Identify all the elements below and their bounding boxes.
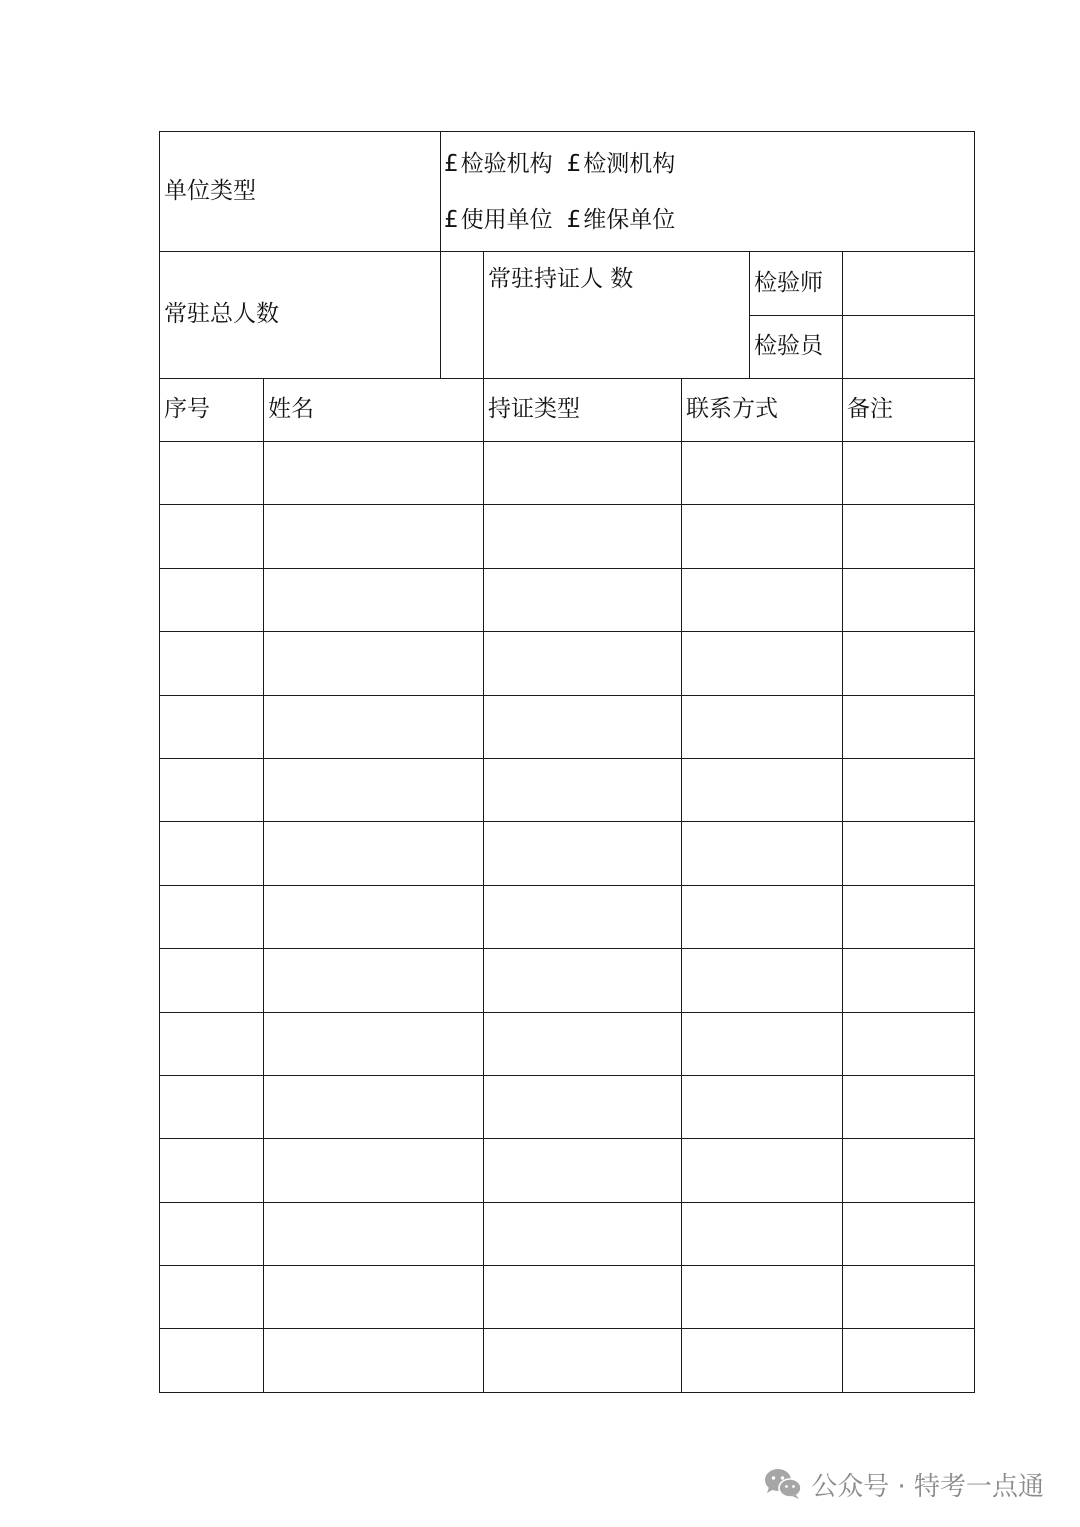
cell-name[interactable] — [264, 758, 484, 821]
cell-remarks[interactable] — [843, 758, 975, 821]
checkbox-icon: £ — [566, 150, 582, 177]
header-remarks: 备注 — [843, 379, 975, 442]
cell-remarks[interactable] — [843, 885, 975, 948]
cell-name[interactable] — [264, 1012, 484, 1075]
cell-remarks[interactable] — [843, 949, 975, 1012]
cell-certificate-type[interactable] — [484, 568, 682, 631]
cell-certificate-type[interactable] — [484, 632, 682, 695]
cell-serial-no[interactable] — [160, 758, 264, 821]
cell-certificate-type[interactable] — [484, 885, 682, 948]
header-serial-no: 序号 — [160, 379, 264, 442]
cell-certificate-type[interactable] — [484, 442, 682, 505]
cell-name[interactable] — [264, 1329, 484, 1392]
option-testing-agency[interactable]: £检测机构 — [566, 150, 676, 177]
examiner-label: 检验员 — [750, 316, 843, 379]
table-row — [160, 1202, 975, 1265]
cell-certificate-type[interactable] — [484, 1075, 682, 1138]
checkbox-icon: £ — [444, 206, 459, 233]
table-row — [160, 695, 975, 758]
cell-serial-no[interactable] — [160, 1075, 264, 1138]
table-body — [160, 442, 975, 1393]
examiner-value[interactable] — [843, 316, 975, 379]
cell-name[interactable] — [264, 1266, 484, 1329]
unit-type-options-line-2 — [444, 192, 970, 248]
table-row — [160, 568, 975, 631]
cell-contact[interactable] — [682, 1012, 843, 1075]
cell-serial-no[interactable] — [160, 885, 264, 948]
unit-type-options-line-1 — [444, 136, 970, 192]
cell-name[interactable] — [264, 1139, 484, 1202]
header-name: 姓名 — [264, 379, 484, 442]
cell-serial-no[interactable] — [160, 505, 264, 568]
cell-remarks[interactable] — [843, 1329, 975, 1392]
inspector-value[interactable] — [843, 252, 975, 316]
table-row — [160, 1139, 975, 1202]
cell-name[interactable] — [264, 885, 484, 948]
table-row — [160, 442, 975, 505]
cell-serial-no[interactable] — [160, 1202, 264, 1265]
cell-remarks[interactable] — [843, 505, 975, 568]
table-row — [160, 1012, 975, 1075]
table-row — [160, 949, 975, 1012]
cell-remarks[interactable] — [843, 632, 975, 695]
cell-contact[interactable] — [682, 442, 843, 505]
personnel-form-table — [159, 131, 975, 1393]
table-row — [160, 885, 975, 948]
cell-serial-no[interactable] — [160, 1139, 264, 1202]
table-row — [160, 1075, 975, 1138]
cell-contact[interactable] — [682, 695, 843, 758]
cell-name[interactable] — [264, 695, 484, 758]
cell-contact[interactable] — [682, 632, 843, 695]
cell-contact[interactable] — [682, 1329, 843, 1392]
cell-name[interactable] — [264, 1202, 484, 1265]
table-row — [160, 632, 975, 695]
cell-name[interactable] — [264, 949, 484, 1012]
table-row — [160, 1266, 975, 1329]
resident-row-1 — [160, 252, 975, 316]
watermark — [763, 1464, 1044, 1504]
cell-name[interactable] — [264, 822, 484, 885]
cell-remarks[interactable] — [843, 442, 975, 505]
cell-certificate-type[interactable] — [484, 505, 682, 568]
cell-serial-no[interactable] — [160, 632, 264, 695]
cell-serial-no[interactable] — [160, 695, 264, 758]
wechat-icon — [763, 1467, 803, 1501]
cell-contact[interactable] — [682, 1202, 843, 1265]
resident-total-label: 常驻总人数 — [160, 252, 441, 379]
cell-certificate-type[interactable] — [484, 949, 682, 1012]
resident-total-value[interactable] — [441, 252, 484, 379]
table-header-row — [160, 379, 975, 442]
cell-remarks[interactable] — [843, 1012, 975, 1075]
cell-certificate-type[interactable] — [484, 1202, 682, 1265]
cell-contact[interactable] — [682, 505, 843, 568]
checkbox-icon: £ — [566, 206, 582, 233]
cell-certificate-type[interactable] — [484, 695, 682, 758]
unit-type-options — [441, 132, 975, 252]
unit-type-label: 单位类型 — [160, 132, 441, 252]
cell-contact[interactable] — [682, 1075, 843, 1138]
cell-certificate-type[interactable] — [484, 1266, 682, 1329]
cell-serial-no[interactable] — [160, 568, 264, 631]
unit-type-row — [160, 132, 975, 252]
cell-contact[interactable] — [682, 949, 843, 1012]
cell-name[interactable] — [264, 568, 484, 631]
cell-certificate-type[interactable] — [484, 1139, 682, 1202]
watermark-text: 公众号 · 特考一点通 — [811, 1471, 1044, 1502]
table-row — [160, 822, 975, 885]
cell-name[interactable] — [264, 505, 484, 568]
cell-certificate-type[interactable] — [484, 1329, 682, 1392]
option-user-unit[interactable]: £使用单位 — [444, 206, 553, 233]
cell-certificate-type[interactable] — [484, 758, 682, 821]
cell-serial-no[interactable] — [160, 822, 264, 885]
cell-remarks[interactable] — [843, 1202, 975, 1265]
cell-serial-no[interactable] — [160, 1329, 264, 1392]
cell-name[interactable] — [264, 632, 484, 695]
cell-contact[interactable] — [682, 568, 843, 631]
cell-remarks[interactable] — [843, 568, 975, 631]
cell-certificate-type[interactable] — [484, 1012, 682, 1075]
cell-name[interactable] — [264, 1075, 484, 1138]
table-row — [160, 758, 975, 821]
checkbox-icon: £ — [444, 150, 459, 177]
cell-serial-no[interactable] — [160, 949, 264, 1012]
cell-contact[interactable] — [682, 1139, 843, 1202]
cell-name[interactable] — [264, 442, 484, 505]
certified-count-label: 常驻持证人 数 — [484, 252, 750, 379]
cell-contact[interactable] — [682, 758, 843, 821]
header-contact: 联系方式 — [682, 379, 843, 442]
cell-contact[interactable] — [682, 822, 843, 885]
cell-serial-no[interactable] — [160, 1266, 264, 1329]
option-maintenance-unit[interactable]: £维保单位 — [566, 206, 676, 233]
cell-contact[interactable] — [682, 1266, 843, 1329]
cell-remarks[interactable] — [843, 1075, 975, 1138]
cell-remarks[interactable] — [843, 822, 975, 885]
cell-contact[interactable] — [682, 885, 843, 948]
cell-remarks[interactable] — [843, 1139, 975, 1202]
cell-certificate-type[interactable] — [484, 822, 682, 885]
cell-remarks[interactable] — [843, 695, 975, 758]
cell-serial-no[interactable] — [160, 442, 264, 505]
cell-serial-no[interactable] — [160, 1012, 264, 1075]
cell-remarks[interactable] — [843, 1266, 975, 1329]
table-row — [160, 505, 975, 568]
table-row — [160, 1329, 975, 1392]
inspector-label: 检验师 — [750, 252, 843, 316]
header-certificate-type: 持证类型 — [484, 379, 682, 442]
option-inspection-agency[interactable]: £检验机构 — [444, 150, 553, 177]
